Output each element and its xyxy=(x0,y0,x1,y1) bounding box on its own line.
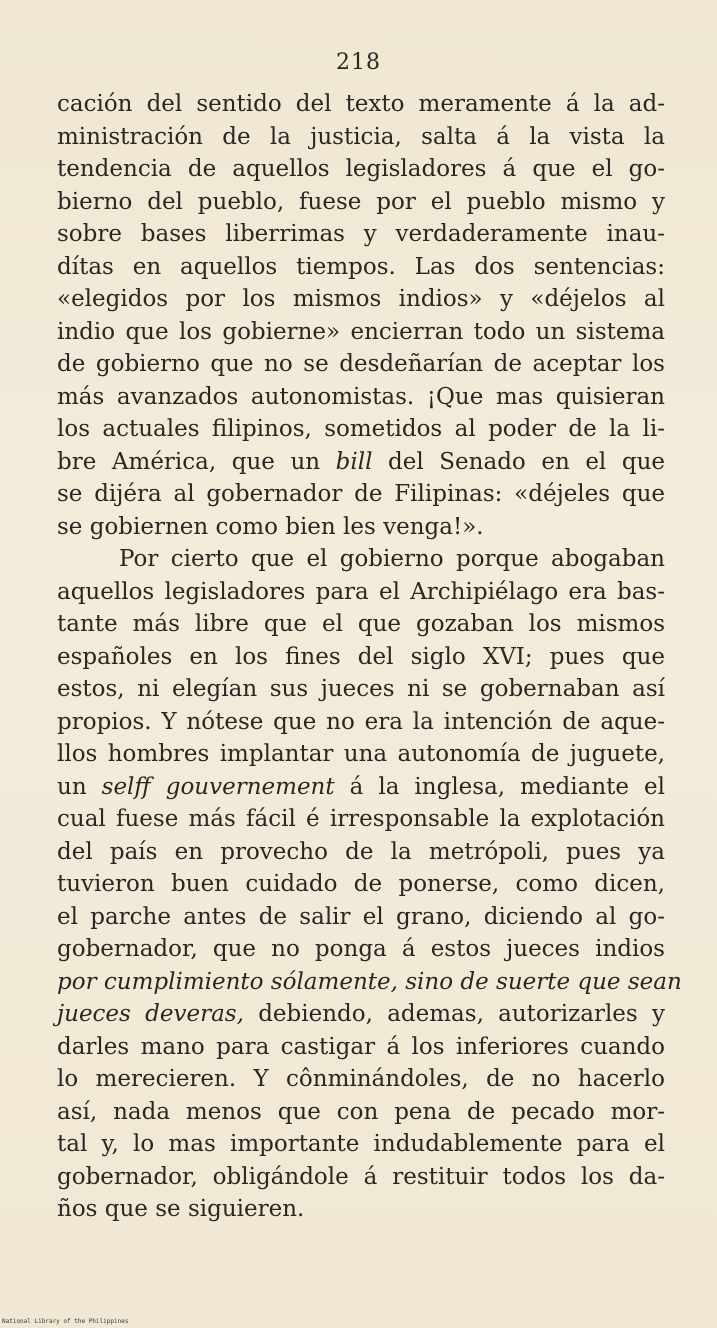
paragraph-2 xyxy=(57,543,682,1226)
text-line: el parche antes de salir el grano, diciendo al go- xyxy=(57,903,665,930)
text-line: cual fuese más fácil é irresponsable la explotación xyxy=(57,806,665,832)
text-line: así, nada menos que con pena de pecado mor- xyxy=(57,1098,665,1125)
text-line xyxy=(57,998,665,1031)
text-line: se dijéra al gobernador de Filipinas: «déjeles que xyxy=(57,481,665,507)
italic-phrase: jueces deveras, xyxy=(57,1001,244,1027)
text-line: ños que se siguieren. xyxy=(57,1196,305,1222)
italic-phrase: por cumplimiento sólamente, sino de suerte que sean xyxy=(57,968,682,995)
text-line: gobernador, que no ponga á estos jueces indios xyxy=(57,936,665,962)
italic-phrase: selff gouvernement xyxy=(101,773,335,800)
body-text xyxy=(57,88,682,1226)
text-segment: bre América, que un xyxy=(57,448,336,475)
text-line xyxy=(57,771,665,804)
text-line: del país en provecho de la metrópoli, pues ya xyxy=(57,838,665,865)
italic-phrase: bill xyxy=(335,448,373,475)
text-line xyxy=(57,446,665,479)
text-line: tal y, lo mas importante indudablemente para el xyxy=(57,1131,665,1157)
text-line xyxy=(57,966,682,999)
text-line: aquellos legisladores para el Archipiélago era bas- xyxy=(57,578,665,605)
text-segment: debiendo, ademas, autorizarles y xyxy=(243,1001,665,1027)
text-line: ministración de la justicia, salta á la vista la xyxy=(57,123,665,150)
text-line: «elegidos por los mismos indios» y «déjelos al xyxy=(57,286,665,312)
paragraph-1 xyxy=(57,88,665,543)
text-line: darles mano para castigar á los inferiores cuando xyxy=(57,1033,665,1060)
page-number: 218 xyxy=(336,50,381,75)
text-line: sobre bases liberrimas y verdaderamente inau- xyxy=(57,221,665,247)
text-line: los actuales filipinos, sometidos al poder de la li- xyxy=(57,416,665,442)
text-line: propios. Y nótese que no era la intención de aque- xyxy=(57,708,665,735)
text-line: se gobiernen como bien les venga!». xyxy=(57,513,484,540)
text-line: bierno del pueblo, fuese por el pueblo mismo y xyxy=(57,188,665,215)
text-line: estos, ni elegían sus jueces ni se gobernaban así xyxy=(57,676,665,702)
text-line: más avanzados autonomistas. ¡Que mas quisieran xyxy=(57,383,665,410)
text-line: de gobierno que no se desdeñarían de aceptar los xyxy=(57,351,665,377)
text-line: indio que los gobierne» encierran todo un sistema xyxy=(57,318,665,345)
text-line: tendencia de aquellos legisladores á que el go- xyxy=(57,156,665,182)
text-segment: á la inglesa, mediante el xyxy=(334,773,665,800)
text-line: Por cierto que el gobierno porque abogaban xyxy=(119,546,665,572)
text-line: españoles en los fines del siglo XVI; pues que xyxy=(57,643,665,670)
text-line: llos hombres implantar una autonomía de juguete, xyxy=(57,741,665,767)
text-line: cación del sentido del texto meramente á la ad- xyxy=(57,91,665,117)
text-line: dítas en aquellos tiempos. Las dos sentencias: xyxy=(57,253,665,280)
text-line: lo merecieren. Y cônminándoles, de no hacerlo xyxy=(57,1066,665,1092)
text-segment: del Senado en el que xyxy=(372,448,666,475)
text-line: gobernador, obligándole á restituir todos los da- xyxy=(57,1163,665,1190)
text-line: tuvieron buen cuidado de ponerse, como dicen, xyxy=(57,871,665,897)
library-credit: National Library of the Philippines xyxy=(2,1318,129,1325)
text-segment: un xyxy=(57,773,102,800)
text-line: tante más libre que el que gozaban los mismos xyxy=(57,611,665,637)
